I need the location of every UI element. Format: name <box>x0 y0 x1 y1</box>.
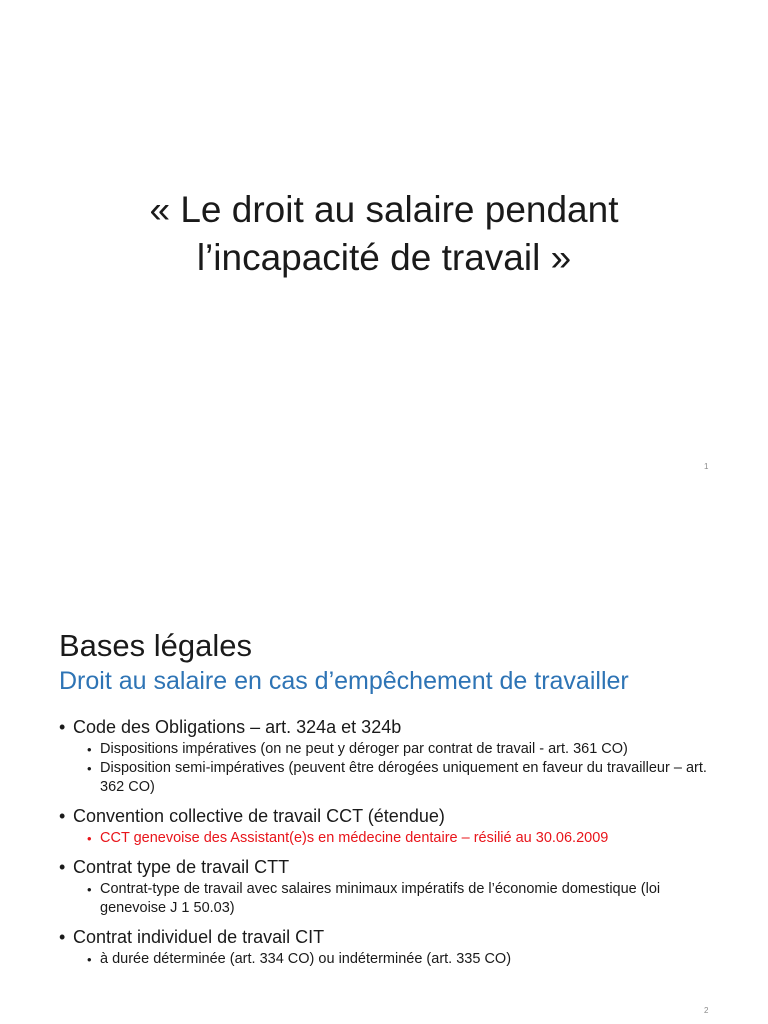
bullet-icon: • <box>87 831 92 846</box>
sub-list-item-text: CCT genevoise des Assistant(e)s en médecine dentaire – résilié au 30.06.2009 <box>100 830 609 846</box>
list-item-text: Contrat individuel de travail CIT <box>73 927 325 947</box>
list-item-text: Contrat type de travail CTT <box>73 857 290 877</box>
list-item <box>59 714 719 740</box>
sub-list-item-text: à durée déterminée (art. 334 CO) ou indéterminée (art. 335 CO) <box>100 951 512 967</box>
sub-list-item-highlight <box>87 829 719 848</box>
slide-2 <box>0 512 768 1024</box>
bullet-icon: • <box>59 927 66 947</box>
bullet-icon: • <box>87 742 92 757</box>
slide-2-heading: Bases légales <box>59 628 253 663</box>
list-item-text: Code des Obligations – art. 324a et 324b <box>73 717 402 737</box>
slide-1-title <box>0 186 768 282</box>
list-item <box>59 803 719 829</box>
sub-list-item-text: Dispositions impératives (on ne peut y déroger par contrat de travail - art. 361 CO) <box>100 741 628 757</box>
bullet-icon: • <box>59 806 66 826</box>
bullet-icon: • <box>87 761 92 776</box>
sub-list-item-text: Disposition semi-impératives (peuvent être dérogées uniquement en faveur du travailleur – art. 362 CO) <box>100 760 707 795</box>
slide-1-page-number: 1 <box>704 462 709 471</box>
sub-list-item <box>87 740 719 759</box>
sub-list-item-text: Contrat-type de travail avec salaires minimaux impératifs de l’économie domestique (loi genevoise J 1 50.03) <box>100 881 661 916</box>
bullet-icon: • <box>59 857 66 877</box>
sub-list-item <box>87 880 719 918</box>
sub-list-item <box>87 759 719 797</box>
bullet-icon: • <box>59 717 66 737</box>
slide-2-subheading: Droit au salaire en cas d’empêchement de travailler <box>59 667 629 695</box>
bullet-icon: • <box>87 952 92 967</box>
bullet-icon: • <box>87 882 92 897</box>
list-item-text: Convention collective de travail CCT (étendue) <box>73 806 445 826</box>
slide-1-title-line-1: « Le droit au salaire pendant <box>149 189 619 230</box>
slide-2-page-number: 2 <box>704 1006 709 1015</box>
bullet-list <box>59 712 719 969</box>
slide-1-title-line-2: l’incapacité de travail » <box>196 237 572 278</box>
list-item <box>59 854 719 880</box>
list-item <box>59 924 719 950</box>
sub-list-item <box>87 950 719 969</box>
